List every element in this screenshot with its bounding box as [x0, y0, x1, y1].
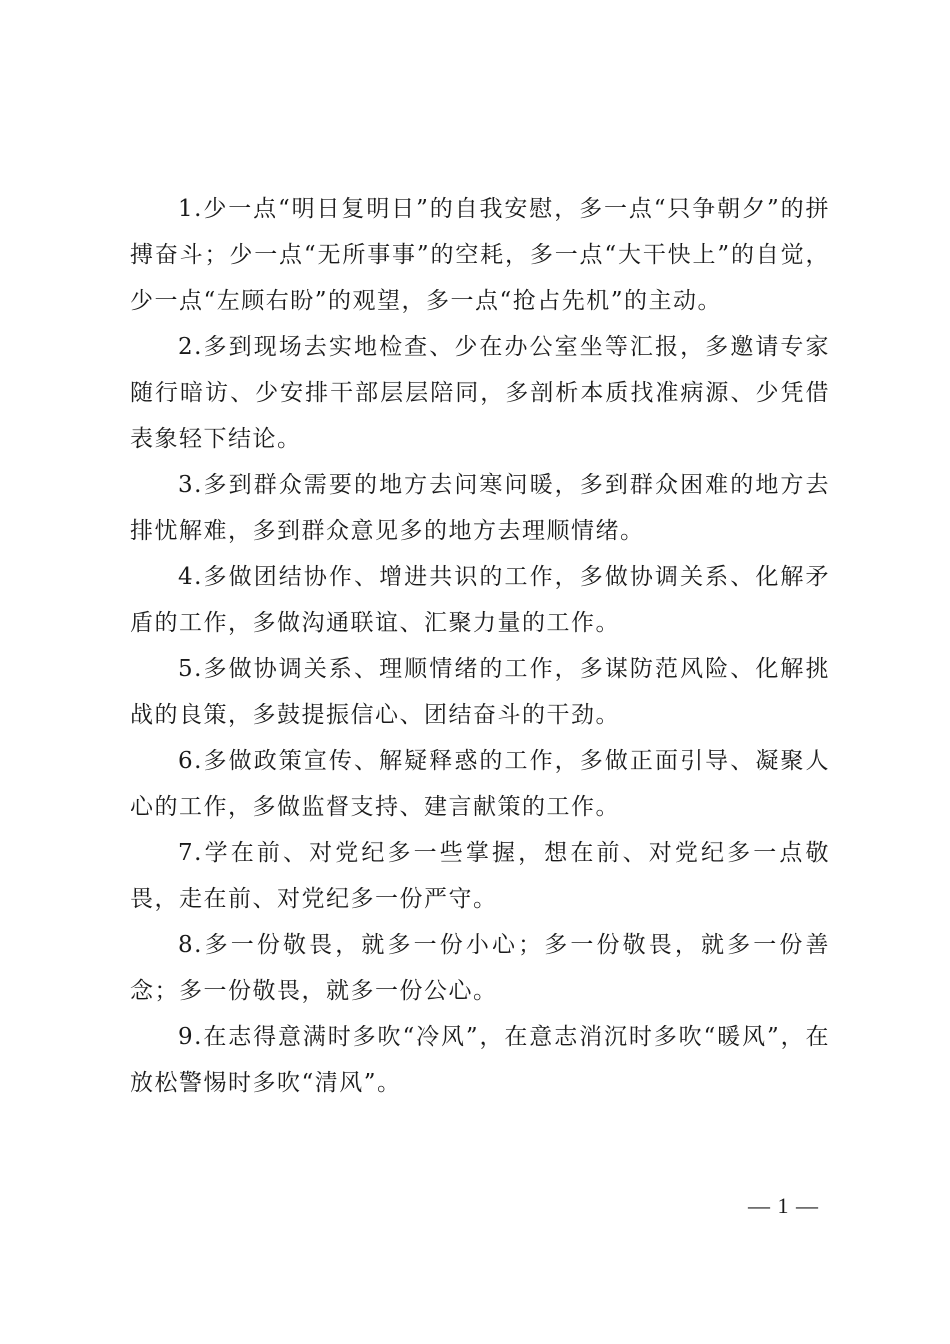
paragraph-2: 2.多到现场去实地检查、少在办公室坐等汇报，多邀请专家随行暗访、少安排干部层层陪同，多剖析本质找准病源、少凭借表象轻下结论。 [130, 334, 830, 452]
paragraph-9: 9.在志得意满时多吹“冷风”，在意志消沉时多吹“暖风”，在放松警惕时多吹“清风”。 [130, 1024, 830, 1096]
paragraph-1: 1.少一点“明日复明日”的自我安慰，多一点“只争朝夕”的拼搏奋斗；少一点“无所事事”的空耗，多一点“大干快上”的自觉，少一点“左顾右盼”的观望，多一点“抢占先机”的主动。 [130, 196, 830, 314]
paragraph-3: 3.多到群众需要的地方去问寒问暖，多到群众困难的地方去排忧解难，多到群众意见多的地方去理顺情绪。 [130, 472, 830, 544]
document-body [130, 186, 830, 1106]
paragraph-4: 4.多做团结协作、增进共识的工作，多做协调关系、化解矛盾的工作，多做沟通联谊、汇聚力量的工作。 [130, 564, 830, 636]
paragraph-8: 8.多一份敬畏，就多一份小心；多一份敬畏，就多一份善念；多一份敬畏，就多一份公心。 [130, 932, 830, 1004]
paragraph-5: 5.多做协调关系、理顺情绪的工作，多谋防范风险、化解挑战的良策，多鼓提振信心、团结奋斗的干劲。 [130, 656, 830, 728]
paragraph-7: 7.学在前、对党纪多一些掌握，想在前、对党纪多一点敬畏，走在前、对党纪多一份严守。 [130, 840, 830, 912]
page-number: — 1 — [748, 1193, 819, 1218]
paragraph-6: 6.多做政策宣传、解疑释惑的工作，多做正面引导、凝聚人心的工作，多做监督支持、建言献策的工作。 [130, 748, 830, 820]
